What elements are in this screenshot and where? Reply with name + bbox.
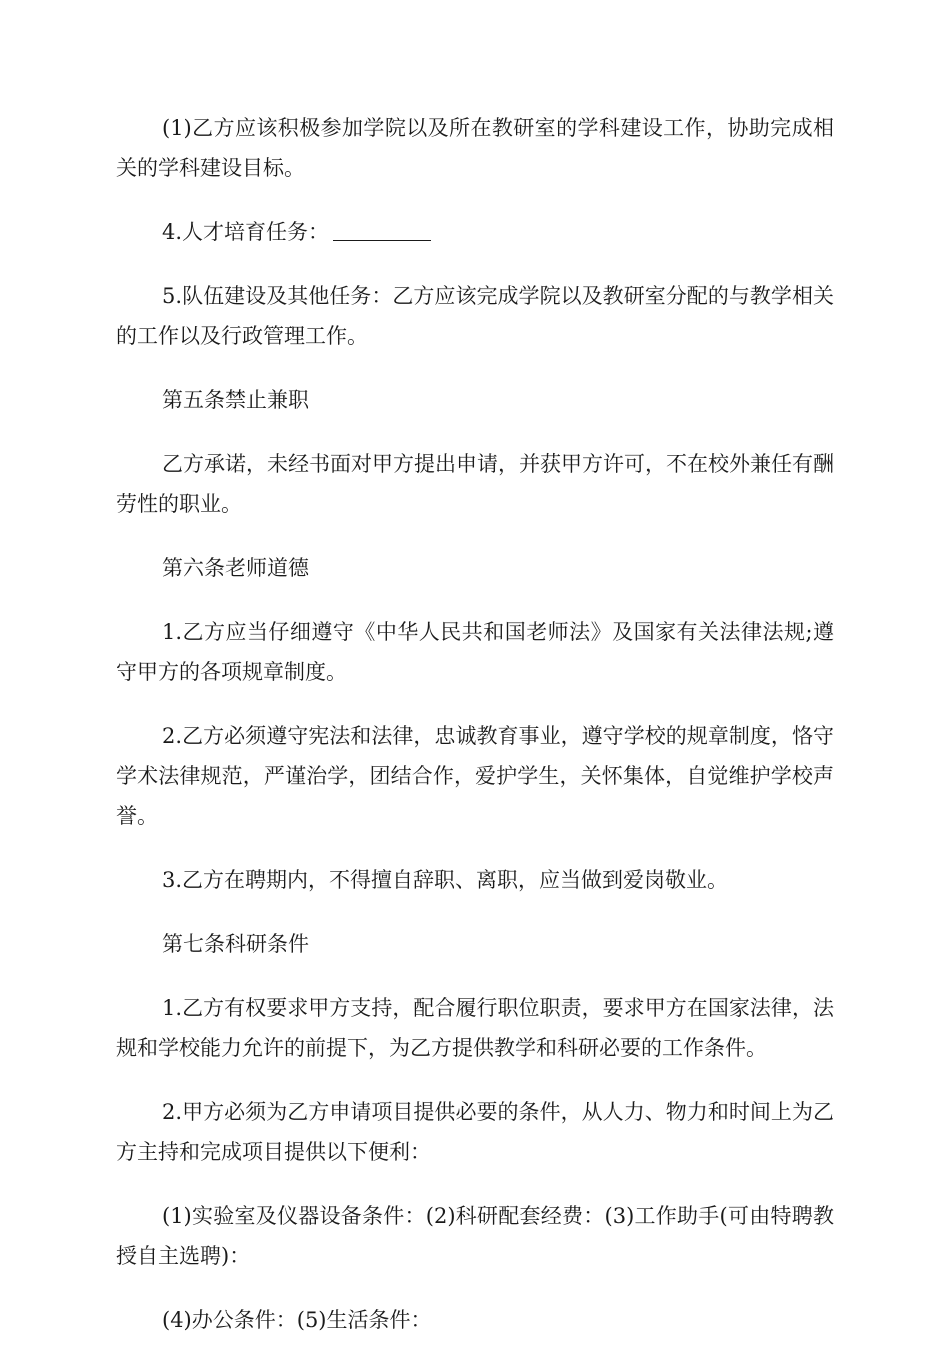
paragraph-research-1: 1.乙方有权要求甲方支持，配合履行职位职责，要求甲方在国家法律，法规和学校能力允许的前提下，为乙方提供教学和科研必要的工作条件。 (116, 996, 834, 1060)
paragraph-research-2: 2.甲方必须为乙方申请项目提供必要的条件，从人力、物力和时间上为乙方主持和完成项目提供以下便利： (116, 1100, 834, 1164)
paragraph-no-part-time: 乙方承诺，未经书面对甲方提出申请，并获甲方许可，不在校外兼任有酬劳性的职业。 (116, 452, 834, 516)
fill-in-blank-line (333, 216, 431, 241)
paragraph-ethics-2: 2.乙方必须遵守宪法和法律，忠诚教育事业，遵守学校的规章制度，恪守学术法律规范，严谨治学，团结合作，爱护学生，关怀集体，自觉维护学校声誉。 (116, 724, 834, 828)
talent-training-label: 4.人才培育任务： (162, 220, 330, 244)
paragraph-office-living: (4)办公条件：(5)生活条件： (162, 1308, 432, 1332)
paragraph-talent-training (116, 212, 834, 252)
paragraph-ethics-3: 3.乙方在聘期内，不得擅自辞职、离职，应当做到爱岗敬业。 (162, 868, 729, 892)
paragraph-research-conditions: (1)实验室及仪器设备条件：(2)科研配套经费：(3)工作助手(可由特聘教授自主选聘)： (116, 1204, 834, 1268)
document-body (116, 108, 834, 1364)
article-7-heading: 第七条科研条件 (162, 932, 309, 956)
paragraph-ethics-1: 1.乙方应当仔细遵守《中华人民共和国老师法》及国家有关法律法规;遵守甲方的各项规章制度。 (116, 620, 834, 684)
paragraph-team-building: 5.队伍建设及其他任务：乙方应该完成学院以及教研室分配的与教学相关的工作以及行政管理工作。 (116, 284, 834, 348)
paragraph-discipline-construction: (1)乙方应该积极参加学院以及所在教研室的学科建设工作，协助完成相关的学科建设目标。 (116, 116, 834, 180)
article-6-heading: 第六条老师道德 (162, 556, 309, 580)
article-5-heading: 第五条禁止兼职 (162, 388, 309, 412)
